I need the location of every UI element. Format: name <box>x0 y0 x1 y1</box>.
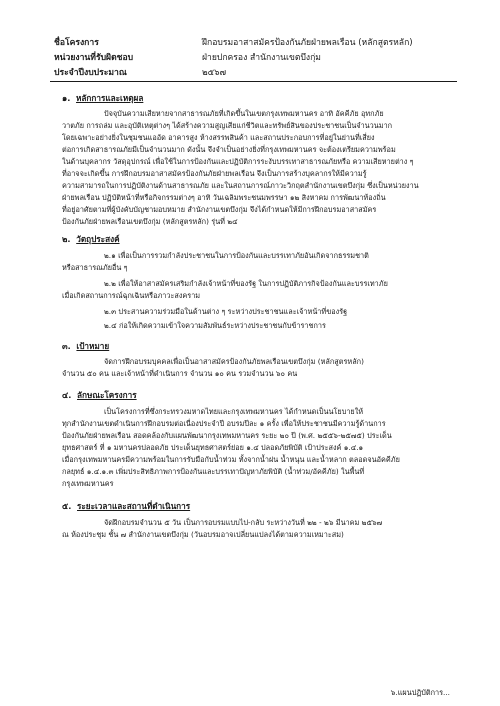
section-1-line: ความสามารถในการปฏิบัติงานด้านสาธารณภัย และในสถานการณ์ภาวะวิกฤตสำนักงานเขตบึงกุ่ม ซึ่งเป็นหน่วยงาน <box>62 181 419 190</box>
section-title: เป้าหมาย <box>76 341 110 351</box>
section-2-line: ๒.๒ เพื่อให้อาสาสมัครเสริมกำลังเจ้าหน้าที่ของรัฐ ในการปฏิบัติภารกิจป้องกันและบรรเทาภัย <box>104 279 388 288</box>
section-1-line: ที่อาจจะเกิดขึ้น การฝึกอบรมอาสาสมัครป้องกันภัยฝ่ายพลเรือน จึงเป็นการสร้างบุคลากรให้มีความรู้ <box>62 169 367 178</box>
section-2-line: หรือสาธารณภัยอื่น ๆ <box>62 263 128 272</box>
section-1-line: ปัจจุบันความเสียหายจากสาธารณภัยที่เกิดขึ้นในเขตกรุงเทพมหานคร อาทิ อัคคีภัย อุทกภัย <box>104 109 384 118</box>
section-2-line: ๒.๓ ประสานความร่วมมือในด้านต่าง ๆ ระหว่างประชาชนและเจ้าหน้าที่ของรัฐ <box>104 307 348 316</box>
agency-label: หน่วยงานที่รับผิดชอบ <box>54 53 134 63</box>
section-title: ลักษณะโครงการ <box>77 390 137 400</box>
section-2-line: ๒.๔ ก่อให้เกิดความเข้าใจความสัมพันธ์ระหว่างประชาชนกับข้าราชการ <box>104 321 326 330</box>
section-heading-2 <box>62 234 120 244</box>
section-title: วัตถุประสงค์ <box>76 234 120 244</box>
section-number: ๓. <box>62 341 71 351</box>
section-number: ๑. <box>62 93 71 103</box>
section-4-line: เป็นโครงการที่ซึ่งกระทรวงมหาดไทยและกรุงเทพมหานคร ได้กำหนดเป็นนโยบายให้ <box>104 407 364 416</box>
section-heading-3 <box>62 341 109 351</box>
section-3-line: จำนวน ๕๐ คน และเจ้าหน้าที่ดำเนินการ จำนวน ๑๐ คน รวมจำนวน ๖๐ คน <box>62 369 298 378</box>
section-3-line: จัดการฝึกอบรมบุคคลเพื่อเป็นอาสาสมัครป้องกันภัยพลเรือนเขตบึงกุ่ม (หลักสูตรหลัก) <box>104 357 364 366</box>
section-title: ระยะเวลาและสถานที่ดำเนินการ <box>77 501 191 511</box>
header-divider <box>50 81 457 82</box>
section-heading-1 <box>62 93 143 103</box>
section-4-line: ทุกสำนักงานเขตดำเนินการฝึกอบรมต่อเนื่องประจำปี อบรมปีละ ๑ ครั้ง เพื่อให้ประชาชนมีความรู้ด้านการ <box>62 419 386 428</box>
year-value: ๒๕๖๗ <box>202 68 227 78</box>
agency-value: ฝ่ายปกครอง สำนักงานเขตบึงกุ่ม <box>202 53 321 63</box>
section-2-line: เมื่อเกิดสถานการณ์ฉุกเฉินหรือภาวะสงคราม <box>62 291 201 300</box>
section-1-line: ฝ่ายพลเรือน ปฏิบัติหน้าที่หรือกิจกรรมต่างๆ อาทิ วันเฉลิมพระชนมพรรษา ๑๒ สิงหาคม การพัฒนาท้องถิ่น <box>62 193 386 202</box>
section-1-line: ต่อการเกิดสาธารณภัยมีเป็นจำนวนมาก ดังนั้น จึงจำเป็นอย่างยิ่งที่กรุงเทพมหานคร จะต้องเตรียมความพร้อม <box>62 145 396 154</box>
section-number: ๔. <box>62 390 72 400</box>
section-number: ๕. <box>62 501 72 511</box>
continuation-note: ๖.แผนปฏิบัติการ... <box>390 688 450 697</box>
section-5-line: จัดฝึกอบรมจำนวน ๕ วัน เป็นการอบรมแบบไป-กลับ ระหว่างวันที่ ๒๒ - ๒๖ มีนาคม ๒๕๖๗ <box>104 518 383 527</box>
section-number: ๒. <box>62 234 71 244</box>
section-4-line: ยุทธศาสตร์ ที่ ๑ มหานครปลอดภัย ประเด็นยุทธศาสตร์ย่อย ๑.๔ ปลอดภัยพิบัติ เป้าประสงค์ ๑.๔.๑ <box>62 443 364 452</box>
section-1-line: ที่อยู่อาศัยตามที่ผู้บังคับบัญชามอบหมาย สำนักงานเขตบึงกุ่ม จึงได้กำหนดให้มีการฝึกอบรมอาสาสมัคร <box>62 205 377 214</box>
section-2-line: ๒.๑ เพื่อเป็นการรวมกำลังประชาชนในการป้องกันและบรรเทาภัยอันเกิดจากธรรมชาติ <box>104 251 369 260</box>
section-5-line: ณ ห้องประชุม ชั้น ๗ สำนักงานเขตบึงกุ่ม (วันอบรมอาจเปลี่ยนแปลงได้ตามความเหมาะสม) <box>62 530 344 539</box>
section-heading-5 <box>62 501 190 511</box>
section-title: หลักการและเหตุผล <box>76 93 144 103</box>
section-heading-4 <box>62 390 137 400</box>
section-4-line: ป้องกันภัยฝ่ายพลเรือน สอดคล้องกับแผนพัฒนากรุงเทพมหานคร ระยะ ๒๐ ปี (พ.ศ. ๒๕๕๖-๒๕๗๕) ประเด็น <box>62 431 392 440</box>
section-1-line: ป้องกันภัยฝ่ายพลเรือนเขตบึงกุ่ม (หลักสูตรหลัก) รุ่นที่ ๒๔ <box>62 217 238 226</box>
year-label: ประจำปีงบประมาณ <box>54 68 127 78</box>
project-label: ชื่อโครงการ <box>54 38 99 48</box>
section-4-line: เมื่อกรุงเทพมหานครมีความพร้อมในการรับมือกับน้ำท่วม ทั้งจากน้ำฝน น้ำหนุน และน้ำหลาก ตลอดจนอัคคีภัย <box>62 455 400 464</box>
section-4-line: กลยุทธ์ ๑.๔.๑.๓ เพิ่มประสิทธิภาพการป้องกันและบรรเทาปัญหาภัยพิบัติ (น้ำท่วม/อัคคีภัย) ในพื้นที่ <box>62 467 365 476</box>
section-1-line: วาตภัย การถล่ม และอุบัติเหตุต่างๆ ได้สร้างความสูญเสียแก่ชีวิตและทรัพย์สินของประชาชนเป็นจำนวนมาก <box>62 121 393 130</box>
section-1-line: ในด้านบุคลากร วัสดุอุปกรณ์ เพื่อใช้ในการป้องกันและปฏิบัติการระงับบรรเทาสาธารณภัยหรือ ความเสียหายต่าง ๆ <box>62 157 414 166</box>
project-value: ฝึกอบรมอาสาสมัครป้องกันภัยฝ่ายพลเรือน (หลักสูตรหลัก) <box>202 38 413 48</box>
section-1-line: โดยเฉพาะอย่างยิ่งในชุมชนแออัด อาคารสูง ห้างสรรพสินค้า และสถานประกอบการที่อยู่ในย่านที่เสี่ยง <box>62 133 375 142</box>
section-4-line: กรุงเทพมหานคร <box>62 479 114 488</box>
